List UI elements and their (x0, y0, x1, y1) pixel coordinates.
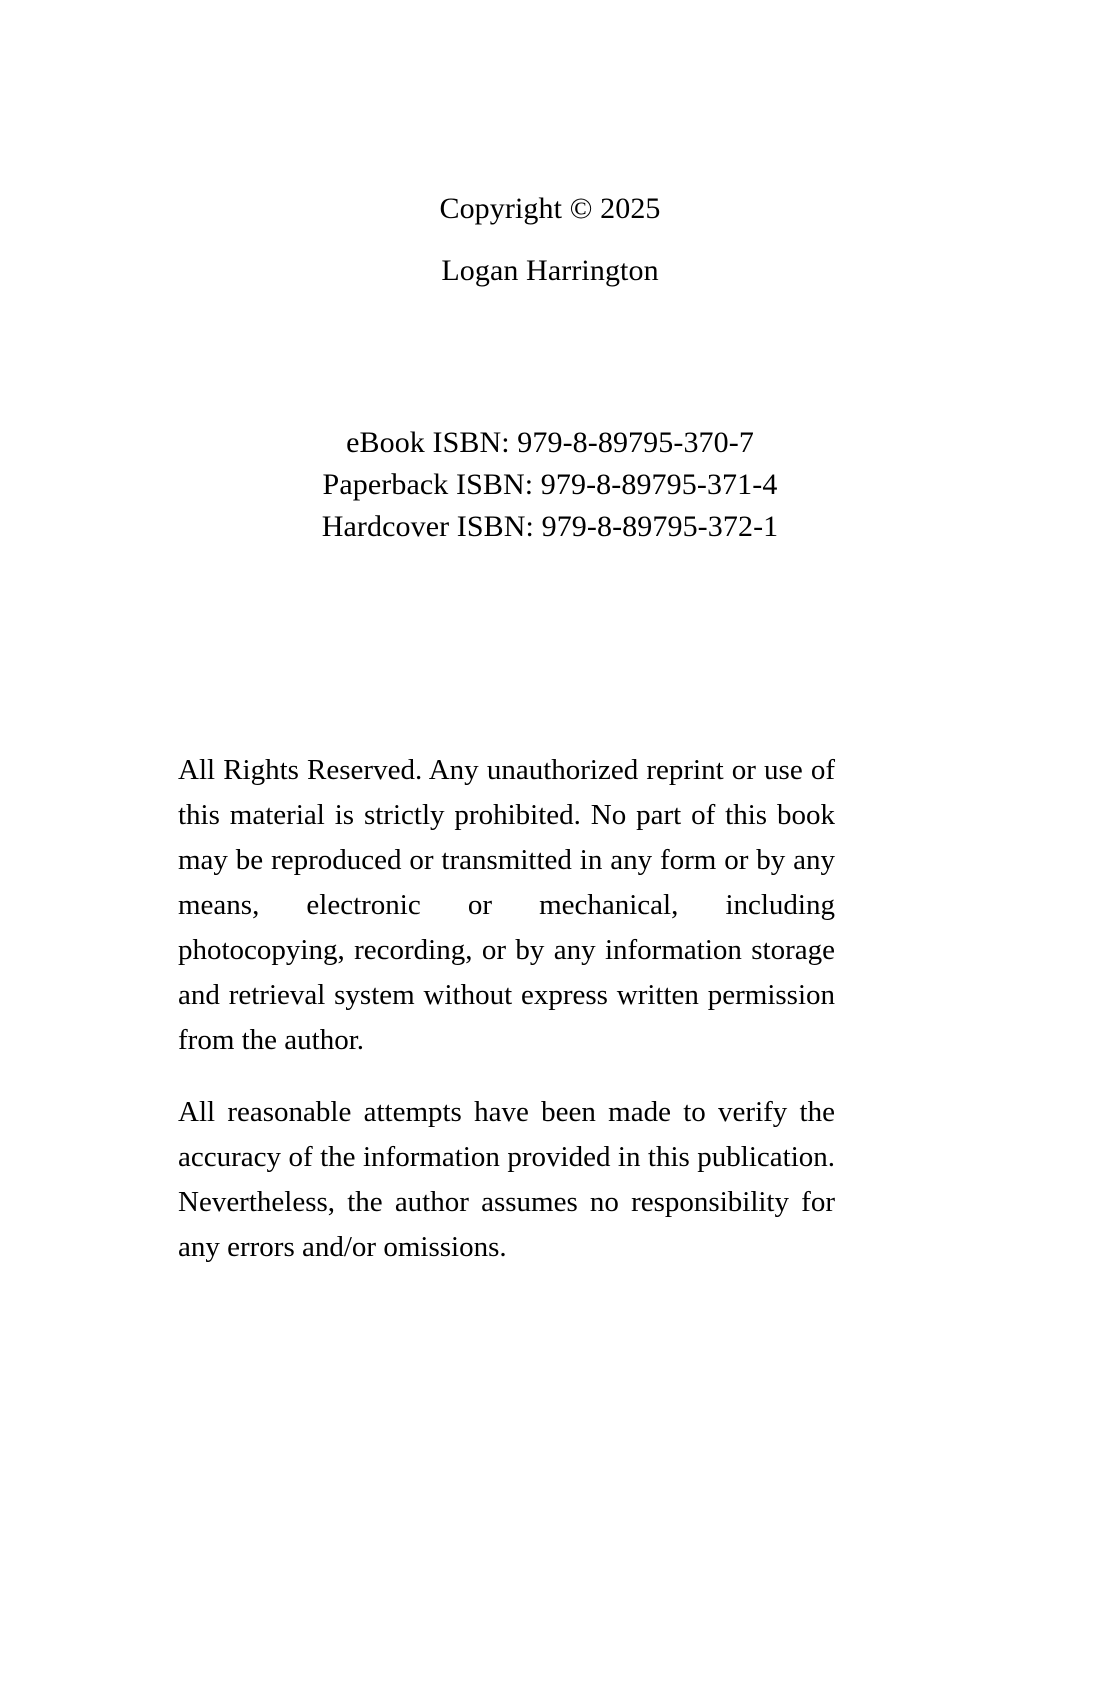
isbn-hardcover: Hardcover ISBN: 979-8-89795-372-1 (321, 510, 779, 543)
rights-text-block (178, 748, 835, 1270)
accuracy-disclaimer-paragraph: All reasonable attempts have been made to verify the accuracy of the information provided in this publication. Nevertheless, the author assumes no responsibility for any errors and/or omissions. (178, 1096, 835, 1263)
copyright-block (0, 178, 1100, 302)
isbn-paperback: Paperback ISBN: 979-8-89795-371-4 (322, 468, 778, 501)
all-rights-reserved-paragraph: All Rights Reserved. Any unauthorized reprint or use of this material is strictly prohibited. No part of this book may be reproduced or transmitted in any form or by any means, electronic or mechanical, including photocopying, recording, or by any information storage and retrieval system without express written permission from the author. (178, 754, 835, 1056)
isbn-block (0, 422, 1100, 548)
copyright-notice: Copyright © 2025 (439, 192, 661, 225)
isbn-ebook: eBook ISBN: 979-8-89795-370-7 (346, 426, 754, 459)
copyright-author: Logan Harrington (441, 254, 659, 287)
